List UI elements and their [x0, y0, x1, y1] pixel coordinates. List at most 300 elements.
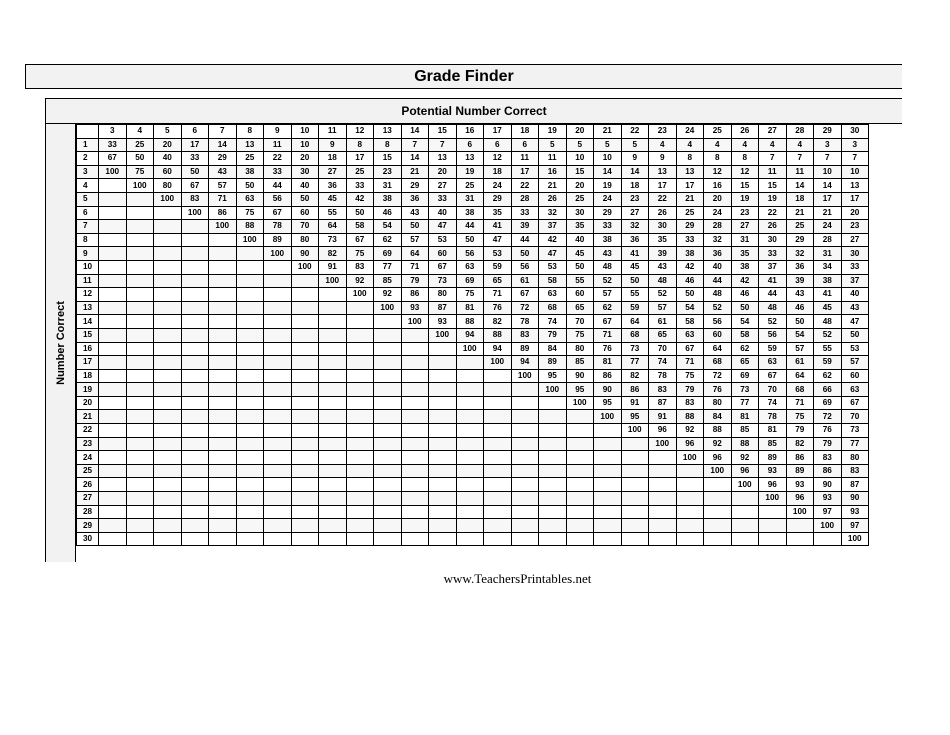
- grade-cell: [456, 437, 484, 451]
- grade-cell: 57: [786, 342, 814, 356]
- grade-cell: 83: [181, 192, 209, 206]
- grade-cell: 35: [649, 233, 677, 247]
- grade-cell: 32: [539, 206, 567, 220]
- grade-cell: 95: [594, 396, 622, 410]
- grade-cell: [181, 328, 209, 342]
- grade-cell: 50: [731, 301, 759, 315]
- grade-cell: [236, 396, 264, 410]
- grade-cell: 47: [539, 247, 567, 261]
- grade-cell: [291, 342, 319, 356]
- grade-cell: [594, 505, 622, 519]
- grade-cell: 27: [429, 179, 457, 193]
- grade-cell: [676, 505, 704, 519]
- grade-cell: [154, 301, 182, 315]
- grade-cell: 28: [704, 220, 732, 234]
- grade-cell: [264, 492, 292, 506]
- row-header-cell: 28: [77, 505, 99, 519]
- grade-cell: 100: [676, 451, 704, 465]
- grade-cell: [456, 505, 484, 519]
- grade-cell: 74: [539, 315, 567, 329]
- grade-cell: [456, 464, 484, 478]
- grade-cell: [346, 478, 374, 492]
- grade-cell: [484, 424, 512, 438]
- grade-cell: 74: [759, 396, 787, 410]
- grade-cell: 8: [346, 138, 374, 152]
- grade-cell: 71: [786, 396, 814, 410]
- grade-cell: 57: [401, 233, 429, 247]
- grade-cell: [401, 369, 429, 383]
- grade-cell: 26: [649, 206, 677, 220]
- grade-cell: [319, 315, 347, 329]
- grade-cell: 20: [841, 206, 869, 220]
- grade-cell: 66: [814, 383, 842, 397]
- grade-cell: 36: [621, 233, 649, 247]
- grade-cell: 25: [676, 206, 704, 220]
- grade-cell: [154, 424, 182, 438]
- grade-cell: 82: [786, 437, 814, 451]
- table-row: [77, 165, 869, 179]
- grade-cell: [126, 383, 154, 397]
- column-header-cell: 15: [429, 125, 457, 139]
- grade-cell: [319, 328, 347, 342]
- grade-cell: 100: [539, 383, 567, 397]
- grade-cell: 50: [291, 192, 319, 206]
- grade-cell: [181, 451, 209, 465]
- grade-cell: 90: [291, 247, 319, 261]
- grade-cell: 8: [374, 138, 402, 152]
- grade-cell: 56: [511, 260, 539, 274]
- grade-cell: 88: [236, 220, 264, 234]
- grade-cell: 33: [264, 165, 292, 179]
- grade-cell: [401, 328, 429, 342]
- column-axis-title: Potential Number Correct: [46, 99, 902, 124]
- grade-cell: 64: [704, 342, 732, 356]
- grade-cell: 42: [731, 274, 759, 288]
- grade-cell: 22: [511, 179, 539, 193]
- table-row: [77, 328, 869, 342]
- grade-cell: 100: [319, 274, 347, 288]
- grade-cell: 30: [841, 247, 869, 261]
- grade-cell: 100: [126, 179, 154, 193]
- grade-cell: [374, 532, 402, 546]
- grade-cell: [154, 328, 182, 342]
- grade-cell: [291, 492, 319, 506]
- grade-cell: [209, 532, 237, 546]
- grade-cell: [154, 247, 182, 261]
- grade-cell: [539, 532, 567, 546]
- grade-cell: [99, 437, 127, 451]
- row-header-cell: 7: [77, 220, 99, 234]
- grade-cell: 35: [731, 247, 759, 261]
- grade-cell: 62: [731, 342, 759, 356]
- grade-cell: 38: [676, 247, 704, 261]
- grade-cell: 79: [676, 383, 704, 397]
- grade-cell: 31: [731, 233, 759, 247]
- grade-cell: 52: [759, 315, 787, 329]
- grade-cell: 44: [511, 233, 539, 247]
- grade-cell: 22: [264, 152, 292, 166]
- grade-cell: [291, 505, 319, 519]
- grade-cell: [99, 288, 127, 302]
- grade-cell: [236, 356, 264, 370]
- grade-cell: 100: [704, 464, 732, 478]
- grade-cell: [401, 356, 429, 370]
- grade-cell: [429, 505, 457, 519]
- grade-cell: 87: [649, 396, 677, 410]
- grade-cell: [374, 464, 402, 478]
- grade-cell: 22: [759, 206, 787, 220]
- grade-cell: 12: [484, 152, 512, 166]
- grade-cell: [484, 532, 512, 546]
- grade-cell: [401, 478, 429, 492]
- grade-cell: [236, 328, 264, 342]
- grade-cell: 28: [511, 192, 539, 206]
- grade-cell: 62: [814, 369, 842, 383]
- row-header-cell: 3: [77, 165, 99, 179]
- grade-cell: 89: [511, 342, 539, 356]
- grade-cell: [346, 356, 374, 370]
- grade-cell: [126, 288, 154, 302]
- grade-cell: [346, 315, 374, 329]
- column-header-cell: 23: [649, 125, 677, 139]
- grade-cell: 29: [401, 179, 429, 193]
- grade-cell: 35: [484, 206, 512, 220]
- grade-cell: [594, 437, 622, 451]
- grade-cell: [429, 356, 457, 370]
- grade-cell: 67: [99, 152, 127, 166]
- row-header-cell: 22: [77, 424, 99, 438]
- grade-cell: 54: [731, 315, 759, 329]
- grade-cell: [346, 383, 374, 397]
- grade-cell: 32: [621, 220, 649, 234]
- grade-cell: [429, 410, 457, 424]
- row-header-cell: 2: [77, 152, 99, 166]
- grade-cell: [319, 288, 347, 302]
- grade-cell: [291, 315, 319, 329]
- grade-cell: 25: [236, 152, 264, 166]
- grade-cell: 57: [209, 179, 237, 193]
- grade-cell: [99, 492, 127, 506]
- grade-cell: 94: [511, 356, 539, 370]
- grade-cell: 52: [594, 274, 622, 288]
- grade-cell: 44: [264, 179, 292, 193]
- grade-cell: 13: [456, 152, 484, 166]
- grade-cell: [539, 437, 567, 451]
- grade-cell: [319, 464, 347, 478]
- grade-cell: [621, 519, 649, 533]
- grade-cell: [511, 505, 539, 519]
- grade-cell: 67: [759, 369, 787, 383]
- grade-cell: 4: [704, 138, 732, 152]
- grade-cell: 84: [539, 342, 567, 356]
- grade-cell: [511, 451, 539, 465]
- grade-cell: 7: [786, 152, 814, 166]
- row-header-cell: 19: [77, 383, 99, 397]
- grade-cell: [126, 492, 154, 506]
- column-header-cell: 16: [456, 125, 484, 139]
- grade-cell: [236, 369, 264, 383]
- table-row: [77, 247, 869, 261]
- grade-cell: [209, 288, 237, 302]
- grade-cell: [236, 301, 264, 315]
- grade-cell: 39: [786, 274, 814, 288]
- grade-cell: 68: [704, 356, 732, 370]
- grade-cell: [236, 437, 264, 451]
- grade-cell: 28: [814, 233, 842, 247]
- grade-cell: 33: [346, 179, 374, 193]
- row-axis-column: [46, 124, 76, 562]
- grade-cell: 58: [676, 315, 704, 329]
- grade-cell: [99, 478, 127, 492]
- grade-cell: 25: [786, 220, 814, 234]
- grade-cell: [676, 464, 704, 478]
- grade-cell: 60: [841, 369, 869, 383]
- grade-cell: 78: [649, 369, 677, 383]
- column-header-cell: 12: [346, 125, 374, 139]
- grade-cell: [346, 532, 374, 546]
- grade-cell: 91: [621, 396, 649, 410]
- grade-cell: 97: [814, 505, 842, 519]
- grade-cell: 64: [786, 369, 814, 383]
- table-row: [77, 410, 869, 424]
- grade-cell: [319, 505, 347, 519]
- grade-cell: 33: [429, 192, 457, 206]
- grade-cell: 8: [676, 152, 704, 166]
- row-header-cell: 23: [77, 437, 99, 451]
- grade-cell: [209, 315, 237, 329]
- grade-cell: 80: [704, 396, 732, 410]
- grade-cell: 38: [594, 233, 622, 247]
- grade-cell: [759, 519, 787, 533]
- grade-cell: [346, 342, 374, 356]
- grade-cell: 14: [621, 165, 649, 179]
- grade-cell: [209, 410, 237, 424]
- grade-cell: 100: [841, 532, 869, 546]
- grade-cell: [99, 451, 127, 465]
- grade-cell: 67: [841, 396, 869, 410]
- grade-cell: [99, 328, 127, 342]
- grade-cell: 75: [676, 369, 704, 383]
- footer-url: www.TeachersPrintables.net: [443, 571, 592, 586]
- grade-cell: [456, 410, 484, 424]
- grade-cell: [181, 396, 209, 410]
- table-row: [77, 492, 869, 506]
- grade-cell: 71: [484, 288, 512, 302]
- grade-cell: 9: [649, 152, 677, 166]
- grade-cell: [374, 492, 402, 506]
- grade-cell: 50: [181, 165, 209, 179]
- grade-cell: 58: [731, 328, 759, 342]
- grade-cell: [374, 478, 402, 492]
- grade-cell: [264, 274, 292, 288]
- grade-cell: [99, 192, 127, 206]
- grade-cell: [209, 519, 237, 533]
- grade-cell: 100: [511, 369, 539, 383]
- grade-cell: 100: [484, 356, 512, 370]
- grade-cell: 95: [566, 383, 594, 397]
- grade-cell: [319, 356, 347, 370]
- grade-cell: 35: [566, 220, 594, 234]
- grade-cell: [621, 464, 649, 478]
- grade-cell: [346, 328, 374, 342]
- grade-cell: [99, 233, 127, 247]
- grade-cell: 54: [374, 220, 402, 234]
- grade-cell: 42: [676, 260, 704, 274]
- grade-cell: [126, 396, 154, 410]
- grade-cell: 68: [621, 328, 649, 342]
- grade-cell: [209, 451, 237, 465]
- grade-cell: [401, 396, 429, 410]
- grade-cell: 55: [566, 274, 594, 288]
- grade-cell: 43: [209, 165, 237, 179]
- grade-cell: [319, 478, 347, 492]
- grade-cell: 63: [539, 288, 567, 302]
- row-header-cell: 12: [77, 288, 99, 302]
- grade-cell: [126, 274, 154, 288]
- grade-cell: 89: [264, 233, 292, 247]
- grade-cell: 33: [181, 152, 209, 166]
- grade-cell: [429, 396, 457, 410]
- grade-cell: 69: [374, 247, 402, 261]
- grade-cell: [154, 383, 182, 397]
- grade-cell: [401, 532, 429, 546]
- grade-cell: [99, 342, 127, 356]
- grade-cell: 4: [676, 138, 704, 152]
- grade-cell: [511, 492, 539, 506]
- grade-cell: [594, 532, 622, 546]
- grade-cell: [264, 383, 292, 397]
- grade-cell: [154, 451, 182, 465]
- grade-cell: [539, 464, 567, 478]
- grade-cell: [209, 492, 237, 506]
- grade-cell: 18: [319, 152, 347, 166]
- grade-cell: [181, 437, 209, 451]
- grade-cell: [181, 492, 209, 506]
- grade-cell: 17: [649, 179, 677, 193]
- grade-cell: 36: [401, 192, 429, 206]
- grade-cell: 94: [484, 342, 512, 356]
- grade-cell: 59: [814, 356, 842, 370]
- grade-cell: [539, 492, 567, 506]
- grade-cell: [209, 383, 237, 397]
- grade-cell: [209, 260, 237, 274]
- grade-cell: [209, 342, 237, 356]
- grade-cell: 53: [429, 233, 457, 247]
- grade-cell: [181, 464, 209, 478]
- grade-cell: [181, 505, 209, 519]
- grade-cell: 80: [841, 451, 869, 465]
- grade-cell: 12: [704, 165, 732, 179]
- grade-cell: 48: [594, 260, 622, 274]
- grade-cell: 90: [841, 492, 869, 506]
- grade-cell: 100: [291, 260, 319, 274]
- grade-cell: 50: [456, 233, 484, 247]
- grade-cell: [566, 451, 594, 465]
- grade-cell: [181, 247, 209, 261]
- grade-cell: [319, 519, 347, 533]
- grade-cell: [236, 505, 264, 519]
- row-header-cell: 4: [77, 179, 99, 193]
- grade-cell: [456, 383, 484, 397]
- grade-cell: 4: [649, 138, 677, 152]
- grade-cell: 27: [731, 220, 759, 234]
- grade-cell: 96: [676, 437, 704, 451]
- grade-cell: [209, 505, 237, 519]
- grade-cell: [99, 301, 127, 315]
- grade-cell: [456, 424, 484, 438]
- grade-cell: 56: [759, 328, 787, 342]
- grade-cell: 24: [704, 206, 732, 220]
- grade-cell: 14: [786, 179, 814, 193]
- grade-cell: 41: [814, 288, 842, 302]
- grade-cell: [621, 437, 649, 451]
- grade-cell: 50: [786, 315, 814, 329]
- grade-cell: [346, 396, 374, 410]
- grade-cell: 8: [704, 152, 732, 166]
- grade-cell: [264, 260, 292, 274]
- grade-cell: 29: [676, 220, 704, 234]
- grade-cell: 37: [841, 274, 869, 288]
- grade-cell: 90: [566, 369, 594, 383]
- grade-cell: 24: [814, 220, 842, 234]
- grade-cell: 50: [346, 206, 374, 220]
- grade-cell: 33: [841, 260, 869, 274]
- grade-cell: 17: [181, 138, 209, 152]
- grade-cell: [346, 464, 374, 478]
- grade-cell: 95: [539, 369, 567, 383]
- grade-cell: 40: [841, 288, 869, 302]
- grade-cell: 85: [566, 356, 594, 370]
- table-row: [77, 356, 869, 370]
- grade-cell: [209, 247, 237, 261]
- grade-cell: 7: [429, 138, 457, 152]
- grade-cell: [319, 492, 347, 506]
- grade-cell: [621, 451, 649, 465]
- grade-cell: 25: [126, 138, 154, 152]
- grade-cell: [236, 464, 264, 478]
- grade-cell: 26: [759, 220, 787, 234]
- grade-cell: 13: [429, 152, 457, 166]
- grade-cell: [511, 464, 539, 478]
- table-row: [77, 179, 869, 193]
- grade-cell: [154, 315, 182, 329]
- grade-cell: [346, 424, 374, 438]
- grade-cell: 67: [181, 179, 209, 193]
- column-header-cell: 5: [154, 125, 182, 139]
- grade-cell: [264, 315, 292, 329]
- grade-cell: [731, 492, 759, 506]
- grade-cell: 86: [594, 369, 622, 383]
- grade-cell: 10: [841, 165, 869, 179]
- grade-cell: [346, 519, 374, 533]
- grade-cell: 7: [759, 152, 787, 166]
- grade-cell: 15: [759, 179, 787, 193]
- grade-cell: [649, 451, 677, 465]
- grade-cell: [99, 532, 127, 546]
- grade-cell: 77: [621, 356, 649, 370]
- grade-cell: 92: [676, 424, 704, 438]
- grade-cell: 81: [731, 410, 759, 424]
- grade-cell: [99, 356, 127, 370]
- grade-cell: 71: [594, 328, 622, 342]
- grade-cell: 9: [319, 138, 347, 152]
- grade-cell: [401, 424, 429, 438]
- grade-cell: [264, 328, 292, 342]
- grade-cell: 79: [539, 328, 567, 342]
- grade-cell: 100: [154, 192, 182, 206]
- grade-cell: [566, 464, 594, 478]
- grade-cell: 20: [566, 179, 594, 193]
